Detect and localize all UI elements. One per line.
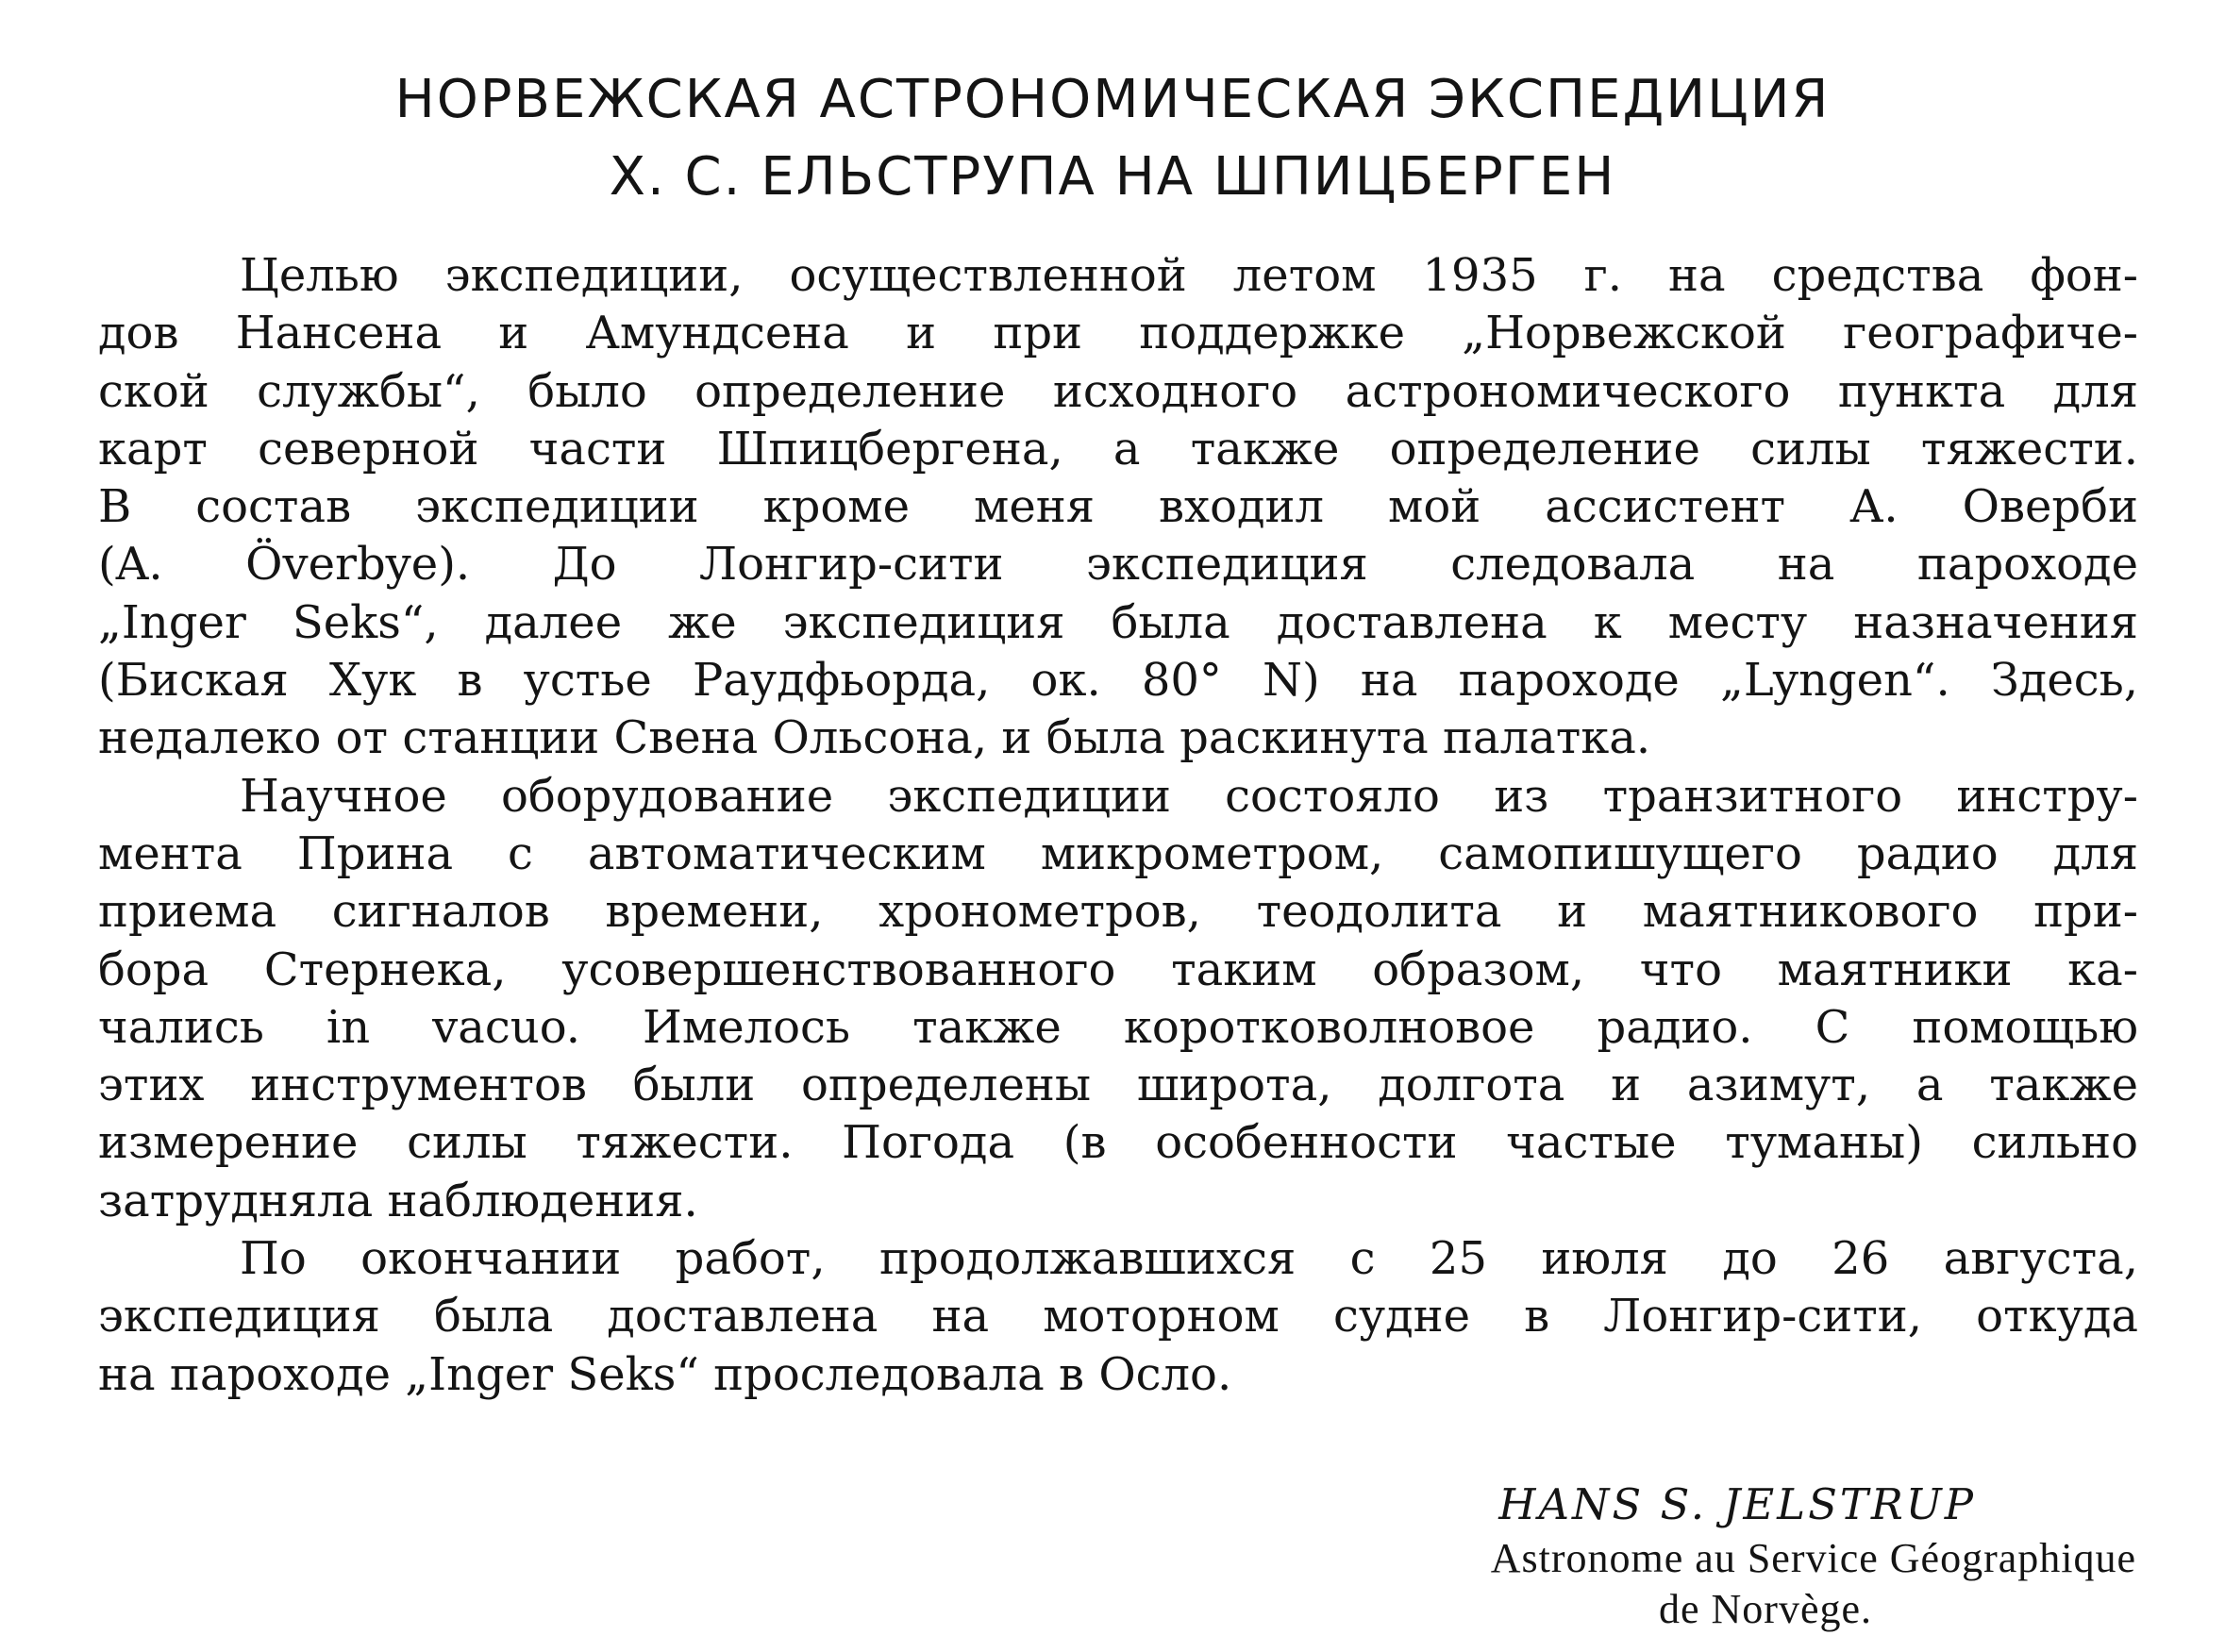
paragraph-1-line-8: (Биская Хук в устье Раудфьорда, ок. 80° N) на пароходе „Lyngen“. Здесь, [98, 654, 2138, 708]
paragraph-2-line-7: измерение силы тяжести. Погода (в особенности частые туманы) сильно [98, 1116, 2138, 1170]
paragraph-1-line-6: (A. Överbye). До Лонгир-сити экспедиция следовала на пароходе [98, 538, 2138, 592]
paragraph-2-line-5: чались in vacuo. Имелось также коротковолновое радио. С помощью [98, 1000, 2138, 1054]
paragraph-2-line-1: Научное оборудование экспедиции состояло из транзитного инстру- [240, 769, 2138, 823]
paragraph-1-line-4: карт северной части Шпицбергена, а также определение силы тяжести. [98, 422, 2138, 476]
paragraph-1-line-1: Целью экспедиции, осуществленной летом 1935 г. на средства фон- [240, 249, 2138, 302]
paragraph-1-line-3: ской службы“, было определение исходного астрономического пункта для [98, 364, 2138, 418]
paragraph-1-line-2: дов Нансена и Амундсена и при поддержке „Норвежской географиче- [98, 307, 2138, 360]
paragraph-3-line-3: на пароходе „Inger Seks“ проследовала в Осло. [98, 1347, 1232, 1401]
paragraph-2-line-6: этих инструментов были определены широта, долгота и азимут, а также [98, 1059, 2138, 1112]
paragraph-1-line-7: „Inger Seks“, далее же экспедиция была доставлена к месту назначения [98, 595, 2138, 649]
paragraph-3-line-1: По окончании работ, продолжавшихся с 25 июля до 26 августа, [240, 1232, 2138, 1286]
document-title-line-2: Х. С. ЕЛЬСТРУПА НА ШПИЦБЕРГЕН [609, 146, 1616, 208]
paragraph-2-line-8: затрудняла наблюдения. [98, 1174, 698, 1227]
signature-name: HANS S. JELSTRUP [1498, 1479, 1976, 1529]
signature-role: Astronome au Service Géographique [1490, 1535, 2136, 1581]
paragraph-2-line-2: мента Прина с автоматическим микрометром, самопишущего радио для [98, 826, 2138, 880]
paragraph-1-line-9: недалеко от станции Свена Ольсона, и была раскинута палатка. [98, 711, 1651, 765]
signature-country: de Norvège. [1658, 1586, 1872, 1632]
document-title-line-1: НОРВЕЖСКАЯ АСТРОНОМИЧЕСКАЯ ЭКСПЕДИЦИЯ [394, 69, 1831, 130]
article-body [98, 247, 2138, 1404]
paragraph-1-line-5: В состав экспедиции кроме меня входил мой ассистент А. Оверби [98, 480, 2138, 534]
paragraph-2-line-4: бора Стернека, усовершенствованного таким образом, что маятники ка- [98, 943, 2138, 996]
paragraph-2-line-3: приема сигналов времени, хронометров, теодолита и маятникового при- [98, 885, 2138, 939]
paragraph-3-line-2: экспедиция была доставлена на моторном судне в Лонгир-сити, откуда [98, 1290, 2138, 1343]
